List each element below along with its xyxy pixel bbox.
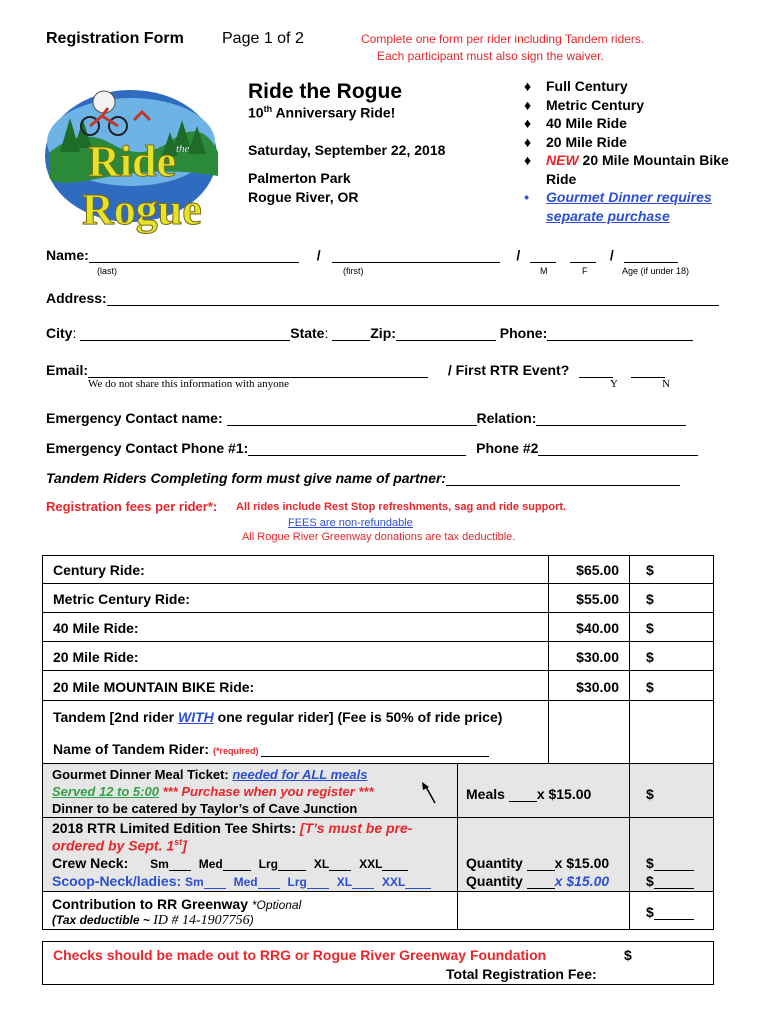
phone-label: Phone:: [499, 325, 548, 341]
event-city: Rogue River, OR: [248, 189, 359, 205]
fee-row-40-mile: [42, 612, 549, 642]
meal-purchase: *** Purchase when you register ***: [158, 784, 374, 799]
scoop-qty-label: Quantity: [466, 873, 527, 889]
tandem-name-field[interactable]: [261, 746, 489, 757]
tee-qty-cell: [457, 817, 630, 892]
event-venue: Palmerton Park: [248, 170, 351, 186]
meal-caterer: Dinner to be catered by Taylor’s of Cave Junction: [52, 801, 358, 816]
phone2-label: Phone #2: [476, 440, 539, 456]
emergency-name-label: Emergency Contact name:: [46, 410, 223, 426]
emergency-name-field[interactable]: [227, 411, 477, 426]
crew-xl-field[interactable]: [329, 859, 351, 871]
page-indicator: Page 1 of 2: [222, 30, 304, 47]
amount-field[interactable]: $: [629, 670, 714, 701]
row-label: 20 Mile MOUNTAIN BIKE Ride:: [53, 679, 255, 695]
row-price: $65.00: [576, 562, 619, 578]
scoop-label: Scoop-Neck/ladies:: [52, 873, 182, 889]
meals-qty-cell: [457, 763, 630, 818]
email-row: [46, 362, 665, 378]
scoop-amount-field[interactable]: [654, 876, 694, 889]
rider-note: Complete one form per rider including Tandem riders.: [361, 32, 645, 46]
meals-amount-field[interactable]: $: [629, 763, 714, 818]
option-metric-century: ♦ Metric Century: [524, 96, 645, 113]
address-row: [46, 290, 719, 306]
name-row: Name: / / /: [46, 247, 678, 263]
emergency-phone-label: Emergency Contact Phone #1:: [46, 440, 249, 456]
n-caption: N: [662, 378, 670, 390]
f-caption: F: [582, 266, 588, 276]
phone-field[interactable]: [547, 326, 693, 341]
name-label: Name:: [46, 247, 89, 263]
first-name-field[interactable]: [332, 248, 500, 263]
logo-word-rogue: Rogue: [82, 185, 202, 234]
meal-ticket-cell: [42, 763, 458, 818]
waiver-note: Each participant must also sign the waiver.: [377, 49, 604, 63]
option-20-mile: ♦ 20 Mile Ride: [524, 133, 627, 150]
arrow-up-left-icon: [419, 781, 439, 810]
option-full-century: ♦ Full Century: [524, 78, 628, 94]
m-caption: M: [540, 266, 548, 276]
tee-amount-cell: $ $: [629, 817, 714, 892]
meal-served: Served 12 to 5:00: [52, 784, 159, 799]
ride-options: [518, 77, 758, 225]
privacy-note: We do not share this information with anyone: [88, 378, 290, 390]
crew-qty-field[interactable]: [527, 858, 555, 871]
anniversary-line: [248, 104, 395, 121]
total-box: [42, 941, 714, 985]
ride-the-rogue-logo: [42, 56, 220, 236]
crew-lrg-field[interactable]: [278, 859, 306, 871]
meal-title: Gourmet Dinner Meal Ticket:: [52, 767, 233, 782]
tandem-amount-field[interactable]: [629, 700, 714, 764]
event-title: Ride the Rogue: [248, 80, 403, 103]
crew-qty-price: x $15.00: [554, 855, 610, 871]
row-label: Century Ride:: [53, 562, 145, 578]
state-label: State: [290, 325, 325, 341]
phone2-field[interactable]: [538, 441, 698, 456]
anniv-rest: Anniversary Ride!: [272, 104, 396, 121]
gender-m-field[interactable]: [530, 248, 556, 263]
scoop-sm-field[interactable]: [204, 877, 226, 889]
scoop-lrg-field[interactable]: [307, 877, 329, 889]
logo-word-ride: Ride: [88, 137, 176, 186]
crew-xxl-field[interactable]: [382, 859, 408, 871]
city-row: City: State: Zip: Phone:: [46, 325, 693, 341]
first-event-label: / First RTR Event?: [447, 362, 570, 378]
emergency-name-row: [46, 410, 686, 426]
tandem-label: Tandem [2nd rider WITH one regular rider] (Fee is 50% of ride price): [53, 709, 503, 725]
crew-label: Crew Neck:: [52, 855, 129, 871]
anniv-sup: th: [263, 104, 273, 114]
fee-row-century: [42, 555, 549, 584]
total-dollar: $: [624, 947, 632, 963]
crew-neck-row: Crew Neck: Sm Med Lrg XL XXL: [52, 855, 408, 871]
scoop-xl-field[interactable]: [352, 877, 374, 889]
zip-label: Zip:: [370, 325, 396, 341]
meal-needed: needed for ALL meals: [232, 767, 368, 782]
tandem-name-row: Name of Tandem Rider: (*required): [53, 741, 489, 757]
amount-field[interactable]: $: [629, 555, 714, 584]
checks-note: Checks should be made out to RRG or Rogue River Greenway Foundation: [53, 947, 547, 963]
tax-deductible-note: (Tax deductible ~ ID # 14-1907756): [52, 913, 254, 928]
fees-included: All rides include Rest Stop refreshments, sag and ride support.: [236, 501, 567, 513]
city-field[interactable]: [80, 326, 290, 341]
tee-title: 2018 RTR Limited Edition Tee Shirts:: [52, 820, 300, 836]
email-label: Email:: [46, 362, 89, 378]
tandem-partner-label: Tandem Riders Completing form must give name of partner:: [46, 470, 447, 486]
emergency-phone-row: [46, 440, 698, 456]
fee-row-mountain-bike: [42, 670, 549, 701]
crew-sm-field[interactable]: [169, 859, 191, 871]
last-name-field[interactable]: [89, 248, 299, 263]
scoop-qty-price: x $15.00: [554, 873, 610, 889]
option-mountain-bike: ♦ NEW 20 Mile Mountain Bike Ride: [524, 152, 729, 187]
amount-field[interactable]: $: [629, 641, 714, 671]
contribution-title: Contribution to RR Greenway: [52, 896, 252, 912]
fees-nonrefundable: FEES are non-refundable: [288, 517, 413, 529]
contribution-amount-field[interactable]: [654, 907, 694, 920]
crew-amount-field[interactable]: [654, 858, 694, 871]
crew-qty-label: Quantity: [466, 855, 527, 871]
age-field[interactable]: [624, 248, 678, 263]
total-label: Total Registration Fee:: [446, 966, 597, 982]
fee-row-metric: [42, 583, 549, 613]
row-price: $55.00: [576, 591, 619, 607]
meals-price: x $15.00: [536, 786, 592, 802]
anniv-number: 10: [248, 104, 264, 121]
last-caption: (last): [97, 266, 117, 276]
row-price: $30.00: [576, 649, 619, 665]
zip-field[interactable]: [396, 326, 496, 341]
address-label: Address:: [46, 290, 107, 306]
form-title: Registration Form: [46, 30, 184, 47]
tandem-partner-field[interactable]: [446, 471, 680, 486]
row-price: $30.00: [576, 679, 619, 695]
fees-label: Registration fees per rider*:: [46, 499, 218, 514]
row-label: 40 Mile Ride:: [53, 620, 139, 636]
fees-tax-note: All Rogue River Greenway donations are tax deductible.: [242, 531, 516, 543]
scoop-med-field[interactable]: [258, 877, 280, 889]
tee-note-date: ordered by Sept. 1st]: [52, 837, 187, 854]
meals-label: Meals: [466, 786, 509, 802]
amount-field[interactable]: $: [629, 583, 714, 613]
logo-word-the: the: [176, 143, 190, 155]
meals-qty-field[interactable]: [509, 789, 537, 802]
crew-med-field[interactable]: [223, 859, 251, 871]
row-label: 20 Mile Ride:: [53, 649, 139, 665]
amount-field[interactable]: $: [629, 612, 714, 642]
option-40-mile: ♦ 40 Mile Ride: [524, 115, 627, 131]
first-event-yes-field[interactable]: [579, 363, 613, 378]
tee-note: [T’s must be pre-: [299, 820, 413, 836]
first-event-no-field[interactable]: [631, 363, 665, 378]
emergency-phone-field[interactable]: [248, 441, 466, 456]
email-field[interactable]: [88, 363, 428, 378]
age-caption: Age (if under 18): [622, 266, 690, 276]
scoop-qty-field[interactable]: [527, 876, 555, 889]
total-fee-field[interactable]: [615, 945, 705, 981]
tandem-partner-row: [46, 470, 680, 486]
row-price: $40.00: [576, 620, 619, 636]
option-gourmet-dinner: • Gourmet Dinner requires separate purchase: [524, 189, 712, 224]
event-date: Saturday, September 22, 2018: [248, 142, 446, 158]
address-field[interactable]: [107, 291, 719, 306]
relation-label: Relation:: [476, 410, 537, 426]
scoop-neck-row: Scoop-Neck/ladies: Sm Med Lrg XL XXL: [52, 873, 431, 889]
city-label: City: [46, 325, 73, 341]
scoop-xxl-field[interactable]: [405, 877, 431, 889]
gender-f-field[interactable]: [570, 248, 596, 263]
optional-note: *Optional: [251, 898, 302, 912]
first-caption: (first): [343, 266, 364, 276]
fee-row-tandem: [42, 700, 549, 764]
tee-shirt-cell: [42, 817, 458, 892]
state-field[interactable]: [332, 326, 370, 341]
y-caption: Y: [610, 378, 618, 390]
relation-field[interactable]: [536, 411, 686, 426]
row-label: Metric Century Ride:: [53, 591, 190, 607]
fee-row-20-mile: [42, 641, 549, 671]
contribution-cell: [42, 891, 458, 930]
contribution-amount-cell: $: [629, 891, 714, 930]
